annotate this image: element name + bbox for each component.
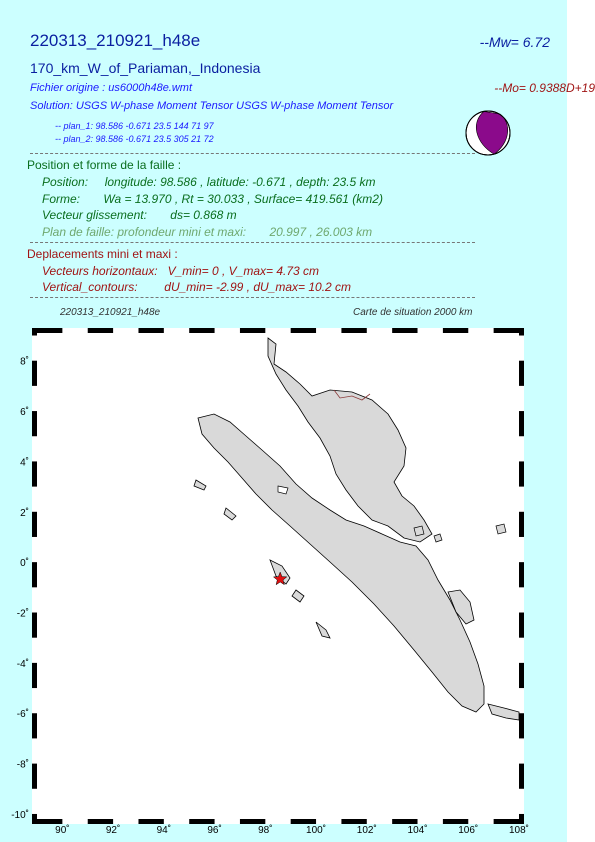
longitude-tick-label: 108˚ (508, 825, 530, 836)
longitude-tick-label: 106˚ (458, 825, 479, 836)
focal-mechanism-beachball (464, 109, 512, 157)
frame-check (468, 328, 493, 333)
longitude-tick-label: 90˚ (55, 825, 70, 836)
faille-heading: Position et forme de la faille : (27, 158, 182, 172)
deplacements-heading: Deplacements mini et maxi : (27, 247, 178, 261)
longitude-tick-label: 98˚ (258, 825, 273, 836)
frame-check (519, 688, 524, 713)
frame-check (519, 336, 524, 361)
latitude-tick-labels (11, 356, 29, 821)
map-label-scale: Carte de situation 2000 km (353, 307, 473, 318)
plan-2: -- plan_2: 98.586 -0.671 23.5 305 21 72 (55, 134, 214, 144)
frame-check (519, 738, 524, 763)
event-title: 220313_210921_h48e (30, 31, 201, 50)
frame-check (215, 328, 240, 333)
divider (30, 153, 475, 154)
riau-island (414, 526, 424, 536)
latitude-tick-label: 8˚ (20, 356, 29, 368)
frame-check (32, 537, 37, 562)
latitude-tick-label: 0˚ (20, 558, 29, 570)
frame-check (32, 738, 37, 763)
source-file: Fichier origine : us6000h48e.wmt (30, 82, 193, 94)
frame-check (32, 789, 37, 814)
longitude-tick-label: 104˚ (407, 825, 428, 836)
frame-check (367, 328, 392, 333)
divider (30, 297, 475, 298)
frame-check (519, 537, 524, 562)
frame-check (113, 328, 138, 333)
map-label-event: 220313_210921_h48e (60, 307, 161, 318)
frame-check (468, 819, 493, 824)
frame-check (519, 638, 524, 663)
frame-check (164, 328, 189, 333)
frame-check (519, 487, 524, 512)
frame-check (265, 819, 290, 824)
divider (30, 242, 475, 243)
frame-check (519, 587, 524, 612)
frame-check (32, 386, 37, 411)
latitude-tick-label: 6˚ (20, 407, 29, 419)
riau-island (496, 524, 506, 534)
longitude-tick-label: 96˚ (207, 825, 222, 836)
frame-check (32, 487, 37, 512)
region-label: 170_km_W_of_Pariaman,_Indonesia (30, 60, 261, 76)
longitude-tick-label: 92˚ (105, 825, 121, 836)
location-map (0, 320, 567, 842)
frame-check (62, 819, 87, 824)
longitude-tick-label: 102˚ (356, 825, 377, 836)
frame-check (418, 819, 443, 824)
frame-check (113, 819, 138, 824)
faille-plan: Plan de faille: profondeur mini et maxi: 20.997 , 26.003 km (42, 225, 373, 239)
longitude-tick-labels (55, 824, 529, 836)
longitude-tick-label: 100˚ (306, 825, 327, 836)
plan-1: -- plan_1: 98.586 -0.671 23.5 144 71 97 (55, 121, 214, 131)
longitude-tick-label: 94˚ (156, 825, 172, 836)
frame-check (519, 386, 524, 411)
faille-forme: Forme: Wa = 13.970 , Rt = 30.033 , Surface= 419.561 (km2) (42, 192, 383, 206)
frame-check (418, 328, 443, 333)
latitude-tick-label: -6˚ (16, 709, 29, 721)
latitude-tick-label: -10˚ (11, 809, 29, 821)
deplacements-vertical: Vertical_contours: dU_min= -2.99 , dU_max= 10.2 cm (42, 280, 352, 294)
frame-check (265, 328, 290, 333)
deplacements-horizontaux: Vecteurs horizontaux: V_min= 0 , V_max= 4.73 cm (42, 264, 320, 278)
frame-check (62, 328, 87, 333)
frame-check (164, 819, 189, 824)
frame-check (32, 587, 37, 612)
frame-check (316, 819, 341, 824)
faille-position: Position: longitude: 98.586 , latitude: -0.671 , depth: 23.5 km (42, 175, 376, 189)
frame-check (32, 336, 37, 361)
latitude-tick-label: -2˚ (16, 608, 29, 620)
frame-check (519, 436, 524, 461)
seismic-moment: --Mo= 0.9388D+19 (494, 81, 595, 95)
frame-check (215, 819, 240, 824)
frame-check (32, 638, 37, 663)
latitude-tick-label: 2˚ (20, 507, 29, 519)
frame-check (519, 789, 524, 814)
solution-source: Solution: USGS W-phase Moment Tensor USGS W-phase Moment Tensor (30, 100, 394, 112)
frame-check (32, 436, 37, 461)
latitude-tick-label: -4˚ (16, 658, 29, 670)
frame-check (367, 819, 392, 824)
frame-check (32, 688, 37, 713)
latitude-tick-label: -8˚ (16, 759, 29, 771)
latitude-tick-label: 4˚ (20, 457, 29, 469)
magnitude-mw: --Mw= 6.72 (479, 34, 550, 50)
faille-vecteur: Vecteur glissement: ds= 0.868 m (42, 208, 237, 222)
frame-check (316, 328, 341, 333)
